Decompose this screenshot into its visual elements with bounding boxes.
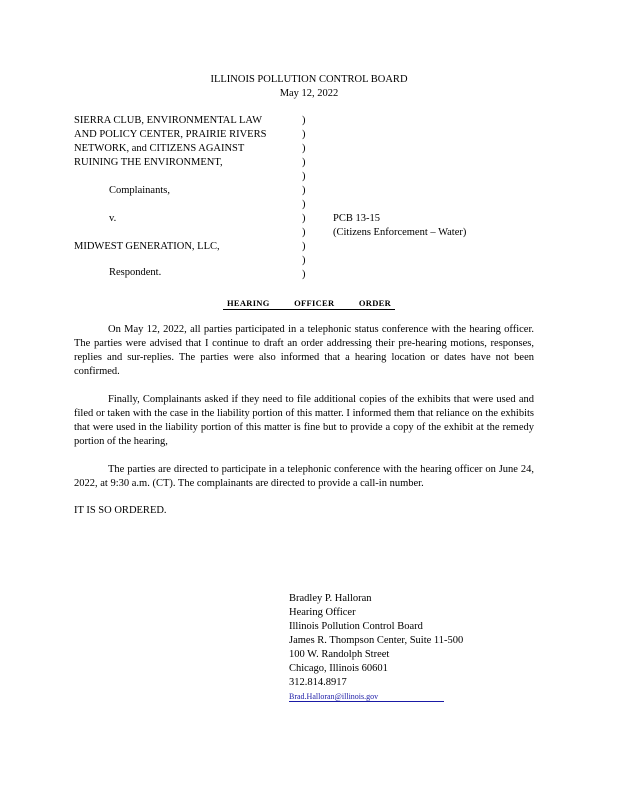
signature-agency: Illinois Pollution Control Board	[289, 621, 423, 632]
paragraph-3: The parties are directed to participate in a telephonic conference with the hearing officer on June 24, 2022, at 9:30 a.m. (CT). The complainants are directed to provide a call-in number.	[74, 464, 534, 489]
signature-phone: 312.814.8917	[289, 677, 347, 688]
signature-address-2: 100 W. Randolph Street	[289, 649, 390, 660]
signature-address-1: James R. Thompson Center, Suite 11-500	[289, 635, 464, 646]
case-type: (Citizens Enforcement – Water)	[333, 227, 467, 238]
complainants-label: Complainants,	[109, 185, 170, 196]
signature-city: Chicago, Illinois 60601	[289, 663, 388, 674]
respondent-name: MIDWEST GENERATION, LLC,	[74, 241, 220, 252]
agency-heading: ILLINOIS POLLUTION CONTROL BOARD	[210, 74, 408, 85]
paragraph-2: Finally, Complainants asked if they need to file additional copies of the exhibits that were used and filed or taken with the case in the liability portion of this matter. I informed them that reliance on the exhibits that were used in the liability portion of this matter is fine but to provide a copy of the exhibit at the remedy portion of the hearing,	[74, 394, 534, 447]
case-number: PCB 13-15	[333, 213, 380, 224]
paragraph-1: On May 12, 2022, all parties participated in a telephonic status conference with the hearing officer. The parties were advised that I continue to draft an order addressing their pre-hearing motions, responses, replies and sur-replies. The parties were also informed that a hearing location or dates have not been confirmed.	[74, 324, 534, 377]
versus-label: v.	[109, 213, 117, 224]
complainant-line-3: NETWORK, and CITIZENS AGAINST	[74, 143, 245, 154]
signature-title: Hearing Officer	[289, 607, 356, 618]
signature-email-link[interactable]: Brad.Halloran@illinois.gov	[289, 690, 444, 704]
closing-statement: IT IS SO ORDERED.	[74, 505, 167, 516]
signature-name: Bradley P. Halloran	[289, 593, 372, 604]
respondent-label: Respondent.	[109, 267, 162, 278]
order-title: HEARING OFFICER ORDER	[0, 298, 618, 308]
caption-divider: ) ) ) ) ) ) ) ) ) ) ) )	[302, 115, 306, 280]
complainant-line-2: AND POLICY CENTER, PRAIRIE RIVERS	[74, 129, 267, 140]
complainant-line-1: SIERRA CLUB, ENVIRONMENTAL LAW	[74, 115, 263, 126]
order-date: May 12, 2022	[279, 88, 339, 99]
complainant-line-4: RUINING THE ENVIRONMENT,	[74, 157, 223, 168]
